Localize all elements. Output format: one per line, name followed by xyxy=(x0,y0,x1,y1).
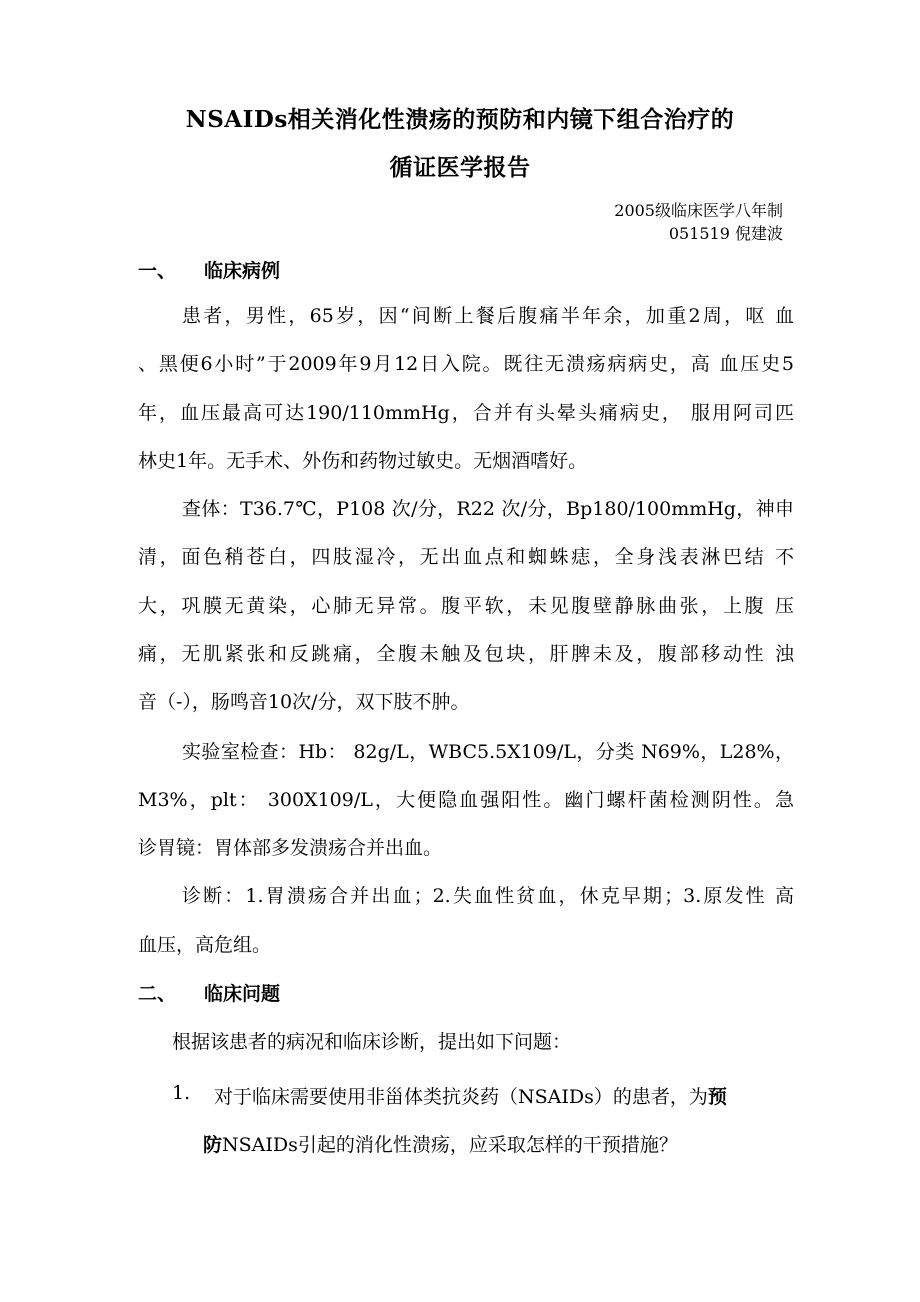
para2-line: 音（-），肠鸣音10次/分，双下肢不肿。 xyxy=(138,691,470,713)
para3-line: 实验室检查：Hb： 82g/L，WBC5.5X109/L，分类 N69%，L28%， xyxy=(182,741,794,763)
question1-line1 xyxy=(214,1082,727,1109)
para4-line: 诊断：1.胃溃疡合并出血；2.失血性贫血，休克早期；3.原发性 高 xyxy=(182,885,794,907)
section1-title: 临床病例 xyxy=(204,260,281,282)
para4-line: 血压，高危组。 xyxy=(138,934,272,956)
section1-heading xyxy=(138,256,280,283)
author-name: 051519 倪建波 xyxy=(668,224,783,243)
question1-text: NSAIDs引起的消化性溃疡，应采取怎样的干预措施？ xyxy=(222,1134,678,1156)
para2-line: 查体：T36.7℃，P108 次/分，R22 次/分，Bp180/100mmHg，神申 xyxy=(182,498,794,520)
para2-line: 大，巩膜无黄染，心肺无异常。腹平软，未见腹壁静脉曲张，上腹 压 xyxy=(138,595,794,617)
author-class: 2005级临床医学八年制 xyxy=(614,201,783,220)
question1-text: 对于临床需要使用非甾体类抗炎药（NSAIDs）的患者，为 xyxy=(214,1086,708,1108)
page-title-line2: 循证医学报告 xyxy=(389,154,531,181)
section2-title: 临床问题 xyxy=(204,983,281,1005)
section2-number: 二、 xyxy=(138,983,177,1005)
section1-number: 一、 xyxy=(138,260,177,282)
para1-line: 林史1年。无手术、外伤和药物过敏史。无烟酒嗜好。 xyxy=(138,450,588,472)
question1-number: 1. xyxy=(172,1082,191,1104)
para2-line: 清，面色稍苍白，四肢湿冷，无出血点和蜘蛛痣，全身浅表淋巴结 不 xyxy=(138,546,794,568)
para3-line: 诊胃镜：胃体部多发溃疡合并出血。 xyxy=(138,837,443,859)
para1-line: 年，血压最高可达190/110mmHg，合并有头晕头痛病史， 服用阿司匹 xyxy=(138,402,794,424)
question1-bold: 预 xyxy=(707,1086,727,1108)
page-title-line1: NSAIDs相关消化性溃疡的预防和内镜下组合治疗的 xyxy=(185,106,735,133)
question1-line2 xyxy=(203,1130,678,1157)
para1-line: 、黑便6小时”于2009年9月12日入院。既往无溃疡病病史，高 血压史5 xyxy=(138,353,794,375)
section2-heading xyxy=(138,979,280,1006)
para2-line: 痛，无肌紧张和反跳痛，全腹未触及包块，肝脾未及，腹部移动性 浊 xyxy=(138,643,794,665)
para3-line: M3%，plt： 300X109/L，大便隐血强阳性。幽门螺杆菌检测阴性。急 xyxy=(138,789,794,811)
question1-bold: 防 xyxy=(203,1134,223,1156)
section2-intro: 根据该患者的病况和临床诊断，提出如下问题： xyxy=(172,1031,572,1053)
para1-line: 患者，男性，65岁，因“间断上餐后腹痛半年余，加重2周，呕 血 xyxy=(182,305,794,327)
